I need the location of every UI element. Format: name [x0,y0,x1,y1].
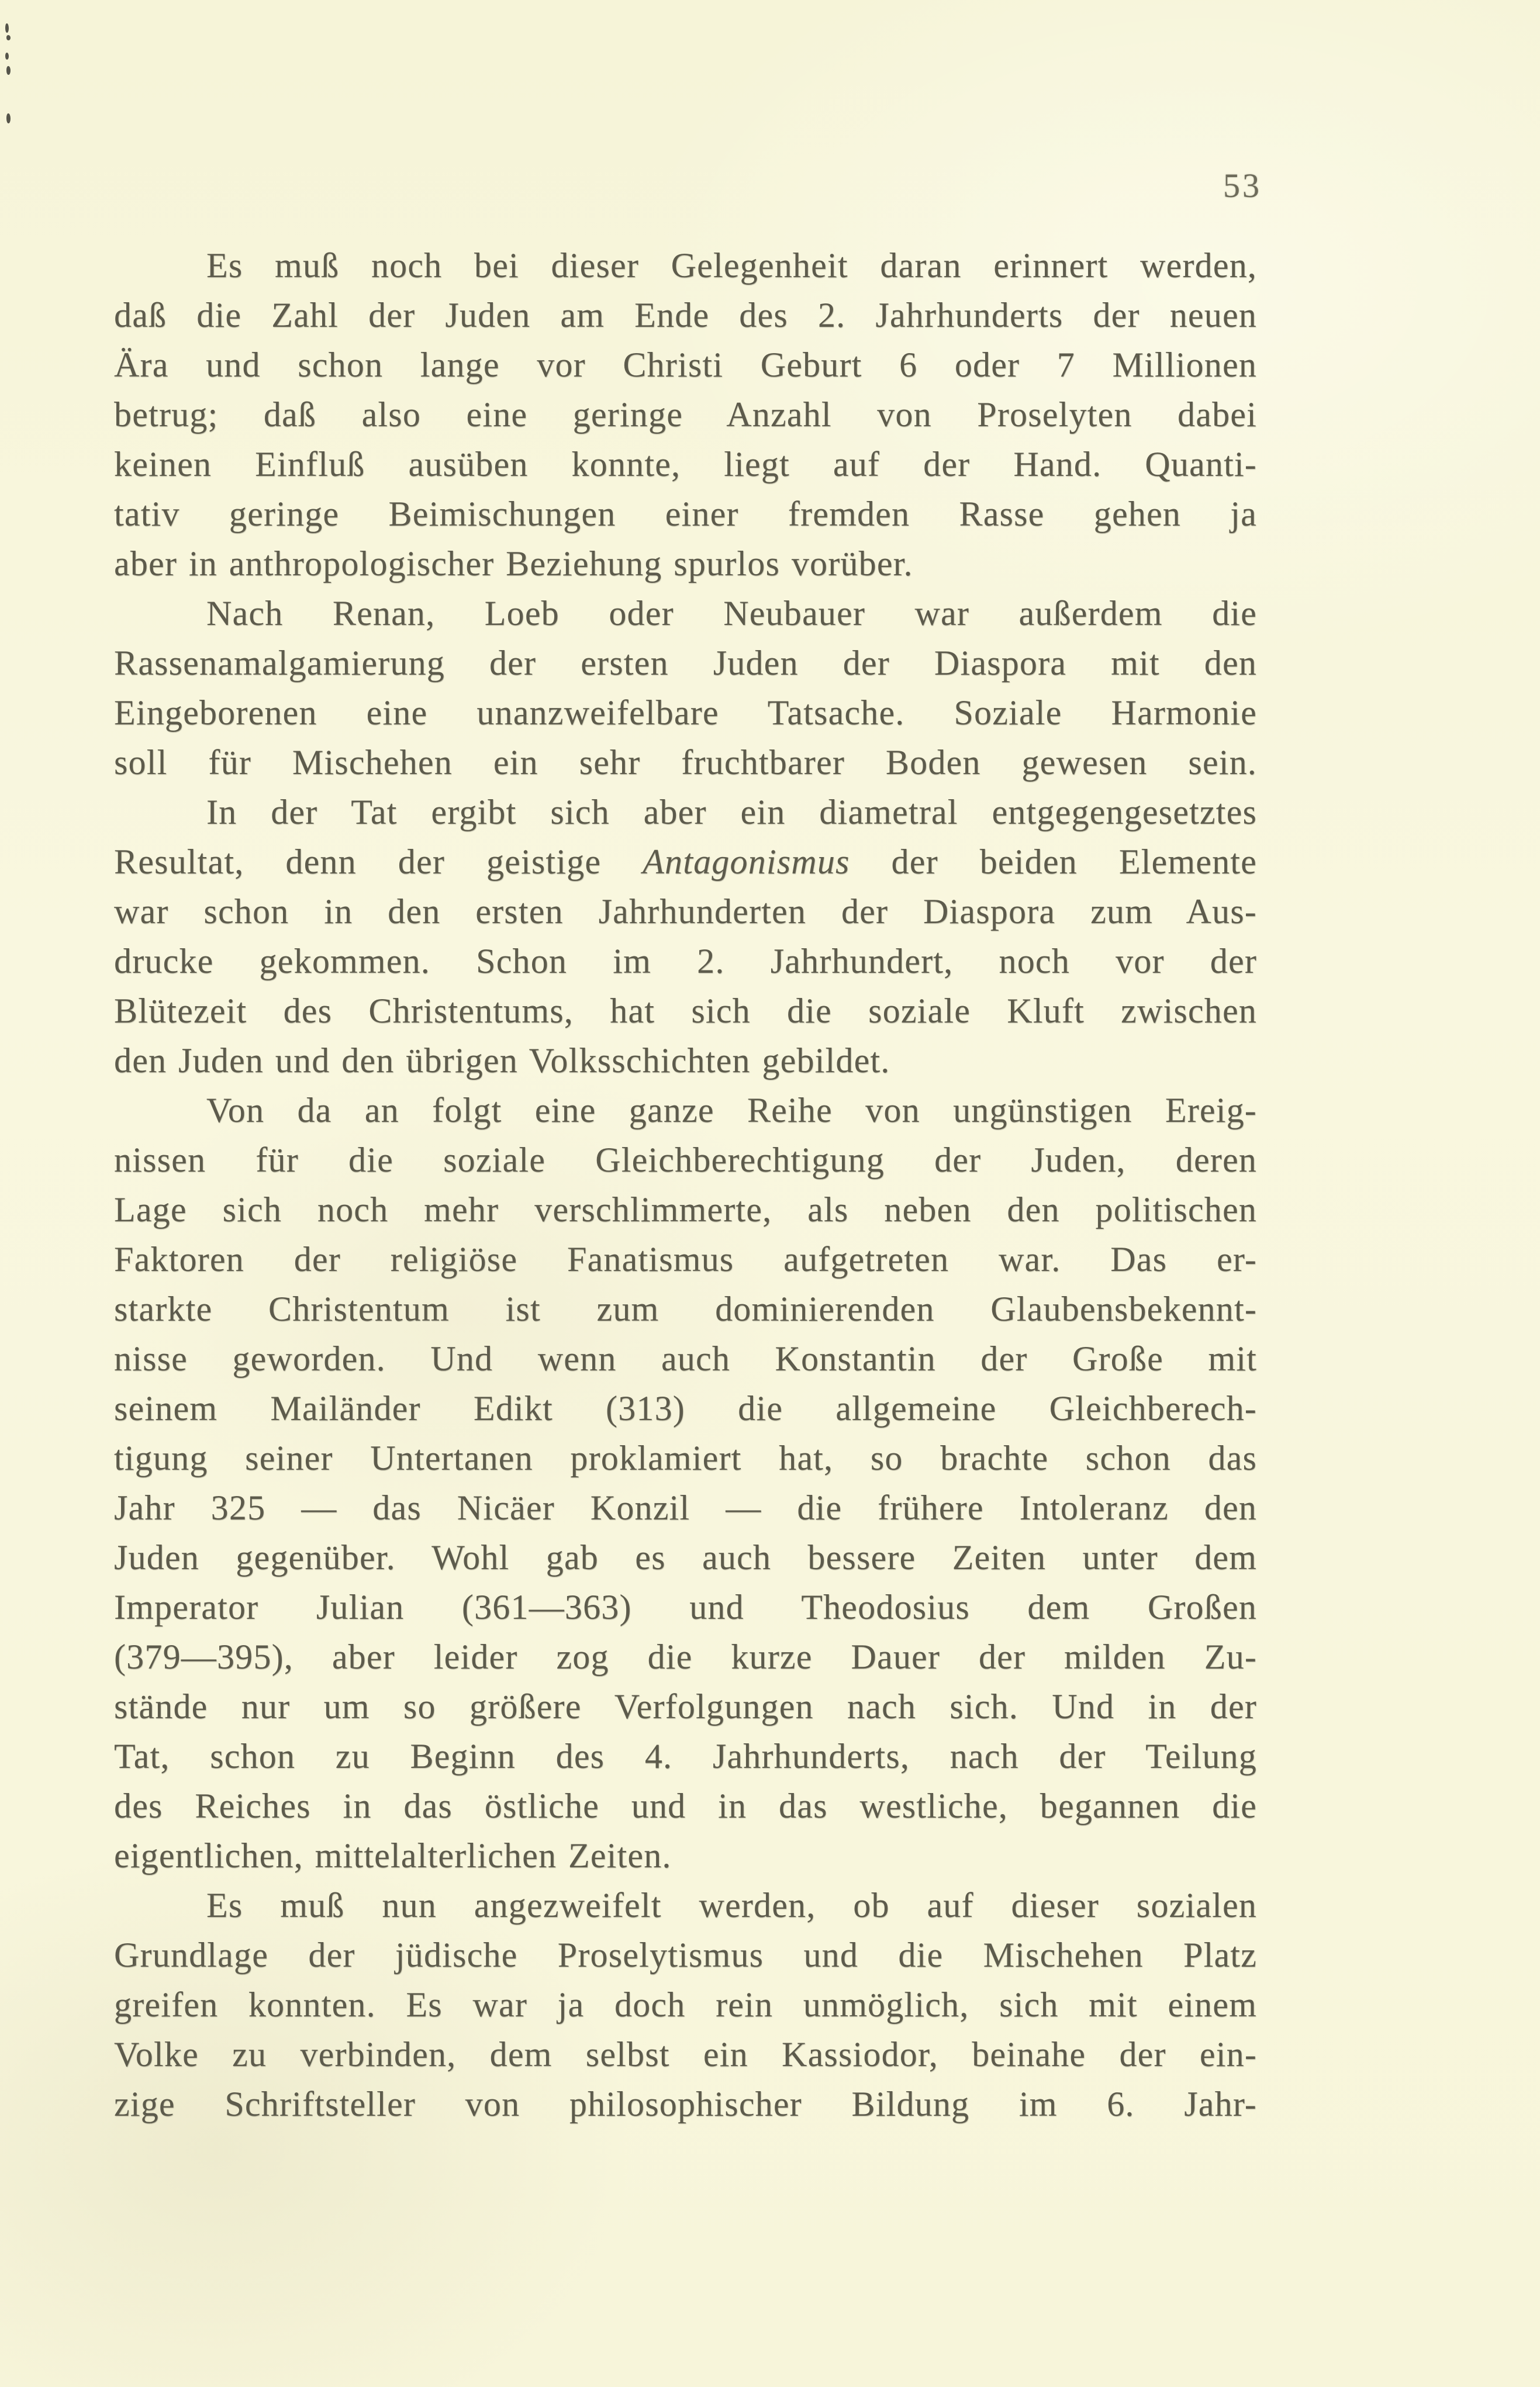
text-line: greifen konnten. Es war ja doch rein unmöglich, sich mit einem [114,1985,1257,2024]
text-line: Lage sich noch mehr verschlimmerte, als neben den politischen [114,1190,1257,1229]
text-line: Tat, schon zu Beginn des 4. Jahrhunderts, nach der Teilung [114,1737,1257,1775]
ink-speck [5,53,9,60]
text-line: Juden gegenüber. Wohl gab es auch bessere Zeiten unter dem [114,1538,1257,1577]
text-line: In der Tat ergibt sich aber ein diametral entgegengesetztes [206,793,1257,831]
paragraph [114,589,1257,787]
text-line: keinen Einfluß ausüben konnte, liegt auf der Hand. Quanti- [114,445,1257,483]
paragraph [114,787,1257,1086]
page-edge-shadow [0,0,53,2387]
ink-speck [6,66,11,75]
text-line: daß die Zahl der Juden am Ende des 2. Jahrhunderts der neuen [114,296,1257,334]
text-line: Imperator Julian (361—363) und Theodosius dem Großen [114,1588,1257,1626]
text-line: Rassenamalgamierung der ersten Juden der Diaspora mit den [114,644,1257,682]
italic-term: Antagonismus [643,842,850,881]
text-line: aber in anthropologischer Beziehung spurlos vorüber. [114,544,913,583]
page-number: 53 [1223,167,1262,205]
ink-speck [6,35,11,40]
text-line: Nach Renan, Loeb oder Neubauer war außerdem die [206,594,1257,633]
text-line: betrug; daß also eine geringe Anzahl von Proselyten dabei [114,395,1257,434]
text-line: soll für Mischehen ein sehr fruchtbarer Boden gewesen sein. [114,743,1257,782]
text-line: Von da an folgt eine ganze Reihe von ungünstigen Ereig- [206,1091,1257,1129]
text-line [114,837,1257,887]
text-line: Faktoren der religiöse Fanatismus aufgetreten war. Das er- [114,1240,1257,1279]
text-line: Blütezeit des Christentums, hat sich die soziale Kluft zwischen [114,992,1257,1030]
text-line: des Reiches in das östliche und in das westliche, begannen die [114,1787,1257,1825]
text-line: tativ geringe Beimischungen einer fremden Rasse gehen ja [114,495,1257,533]
text-line: war schon in den ersten Jahrhunderten der Diaspora zum Aus- [114,892,1257,931]
text-segment: Resultat, denn der geistige [114,842,643,881]
text-line: nissen für die soziale Gleichberechtigung der Juden, deren [114,1141,1257,1179]
text-line: starkte Christentum ist zum dominierenden Glaubensbekennt- [114,1290,1257,1328]
text-line: tigung seiner Untertanen proklamiert hat, so brachte schon das [114,1439,1257,1477]
text-line: seinem Mailänder Edikt (313) die allgemeine Gleichberech- [114,1389,1257,1428]
text-line: Grundlage der jüdische Proselytismus und die Mischehen Platz [114,1936,1257,1974]
text-line: drucke gekommen. Schon im 2. Jahrhundert, noch vor der [114,942,1257,980]
paragraph [114,241,1257,589]
text-line: Volke zu verbinden, dem selbst ein Kassiodor, beinahe der ein- [114,2035,1257,2074]
text-line: nisse geworden. Und wenn auch Konstantin der Große mit [114,1339,1257,1378]
text-line: stände nur um so größere Verfolgungen nach sich. Und in der [114,1687,1257,1726]
text-line: Eingeborenen eine unanzweifelbare Tatsache. Soziale Harmonie [114,693,1257,732]
text-line: zige Schriftsteller von philosophischer Bildung im 6. Jahr- [114,2085,1257,2123]
text-line: eigentlichen, mittelalterlichen Zeiten. [114,1836,672,1875]
text-line: (379—395), aber leider zog die kurze Dauer der milden Zu- [114,1638,1257,1676]
ink-speck [5,23,9,33]
text-segment: der beiden Elemente [850,842,1257,881]
ink-speck [6,113,11,123]
text-line: Ära und schon lange vor Christi Geburt 6 oder 7 Millionen [114,346,1257,384]
text-block [114,241,1257,2129]
text-line: den Juden und den übrigen Volksschichten gebildet. [114,1041,890,1080]
paragraph [114,1881,1257,2129]
text-line: Es muß nun angezweifelt werden, ob auf dieser sozialen [206,1886,1257,1925]
paragraph [114,1086,1257,1881]
text-line: Jahr 325 — das Nicäer Konzil — die frühere Intoleranz den [114,1488,1257,1527]
text-line: Es muß noch bei dieser Gelegenheit daran erinnert werden, [206,246,1257,285]
